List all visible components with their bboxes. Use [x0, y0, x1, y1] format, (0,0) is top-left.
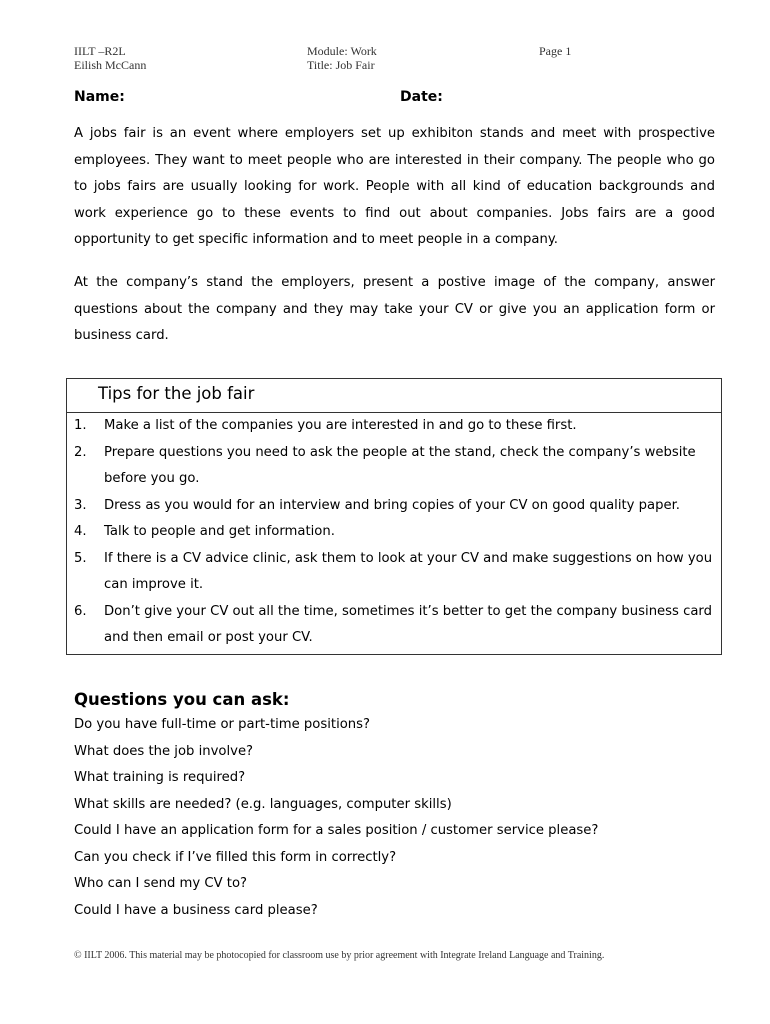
- tips-title: Tips for the job fair: [67, 379, 721, 413]
- tip-number: 3.: [74, 497, 87, 513]
- copyright-footer: © IILT 2006. This material may be photocopied for classroom use by prior agreement with Integrate Ireland Language and Training.: [74, 950, 605, 961]
- module-name: Module: Work: [307, 44, 377, 58]
- question-item: Could I have an application form for a sales position / customer service please?: [74, 823, 599, 838]
- tip-text: Prepare questions you need to ask the people at the stand, check the company’s website before you go.: [104, 444, 696, 486]
- tip-item: [67, 413, 713, 440]
- question-item: What skills are needed? (e.g. languages, computer skills): [74, 796, 452, 812]
- tip-number: 6.: [74, 603, 87, 619]
- intro-paragraph-2: At the company’s stand the employers, present a postive image of the company, answer questions about the company and they may take your CV or give you an application form or business card.: [74, 275, 715, 343]
- question-item: Do you have full-time or part-time positions?: [74, 717, 371, 732]
- page-number: Page 1: [539, 44, 572, 58]
- header-center: [307, 44, 377, 72]
- tip-text: Don’t give your CV out all the time, sometimes it’s better to get the company business card and then email or post your CV.: [104, 603, 712, 645]
- question-item: Who can I send my CV to?: [74, 876, 248, 891]
- tips-list: [67, 413, 721, 652]
- tip-number: 2.: [74, 444, 87, 460]
- document-title: Title: Job Fair: [307, 58, 375, 72]
- name-label: Name:: [74, 89, 125, 105]
- author-name: Eilish McCann: [74, 58, 147, 72]
- tip-text: Make a list of the companies you are interested in and go to these first.: [104, 418, 577, 433]
- tip-text: Talk to people and get information.: [104, 524, 335, 539]
- tip-item: [67, 519, 713, 546]
- tips-box: [66, 378, 722, 655]
- tip-item: [67, 599, 713, 652]
- tip-number: 5.: [74, 550, 87, 566]
- question-item: Could I have a business card please?: [74, 902, 318, 918]
- question-item: Can you check if I’ve filled this form in correctly?: [74, 849, 397, 865]
- tip-text: Dress as you would for an interview and bring copies of your CV on good quality paper.: [104, 497, 680, 513]
- question-item: What training is required?: [74, 770, 246, 785]
- questions-heading: Questions you can ask:: [74, 690, 290, 709]
- date-label: Date:: [400, 89, 443, 105]
- tip-number: 4.: [74, 524, 87, 539]
- intro-paragraph-1: A jobs fair is an event where employers set up exhibiton stands and meet with prospective employees. They want to meet people who are interested in their company. The people who go to jobs fairs are usually looking for work. People with all kind of education backgrounds and work experience go to these events to find out about companies. Jobs fairs are a good opportunity to get specific information and to meet people in a company.: [74, 126, 715, 247]
- questions-list: [74, 712, 598, 924]
- header-right: [539, 44, 571, 58]
- question-item: What does the job involve?: [74, 743, 254, 759]
- tip-number: 1.: [74, 418, 87, 433]
- tip-text: If there is a CV advice clinic, ask them to look at your CV and make suggestions on how you can improve it.: [104, 550, 713, 592]
- tip-item: [67, 493, 713, 520]
- header-left: [74, 44, 146, 72]
- course-code: IILT –R2L: [74, 44, 126, 58]
- tip-item: [67, 546, 713, 599]
- tip-item: [67, 440, 713, 493]
